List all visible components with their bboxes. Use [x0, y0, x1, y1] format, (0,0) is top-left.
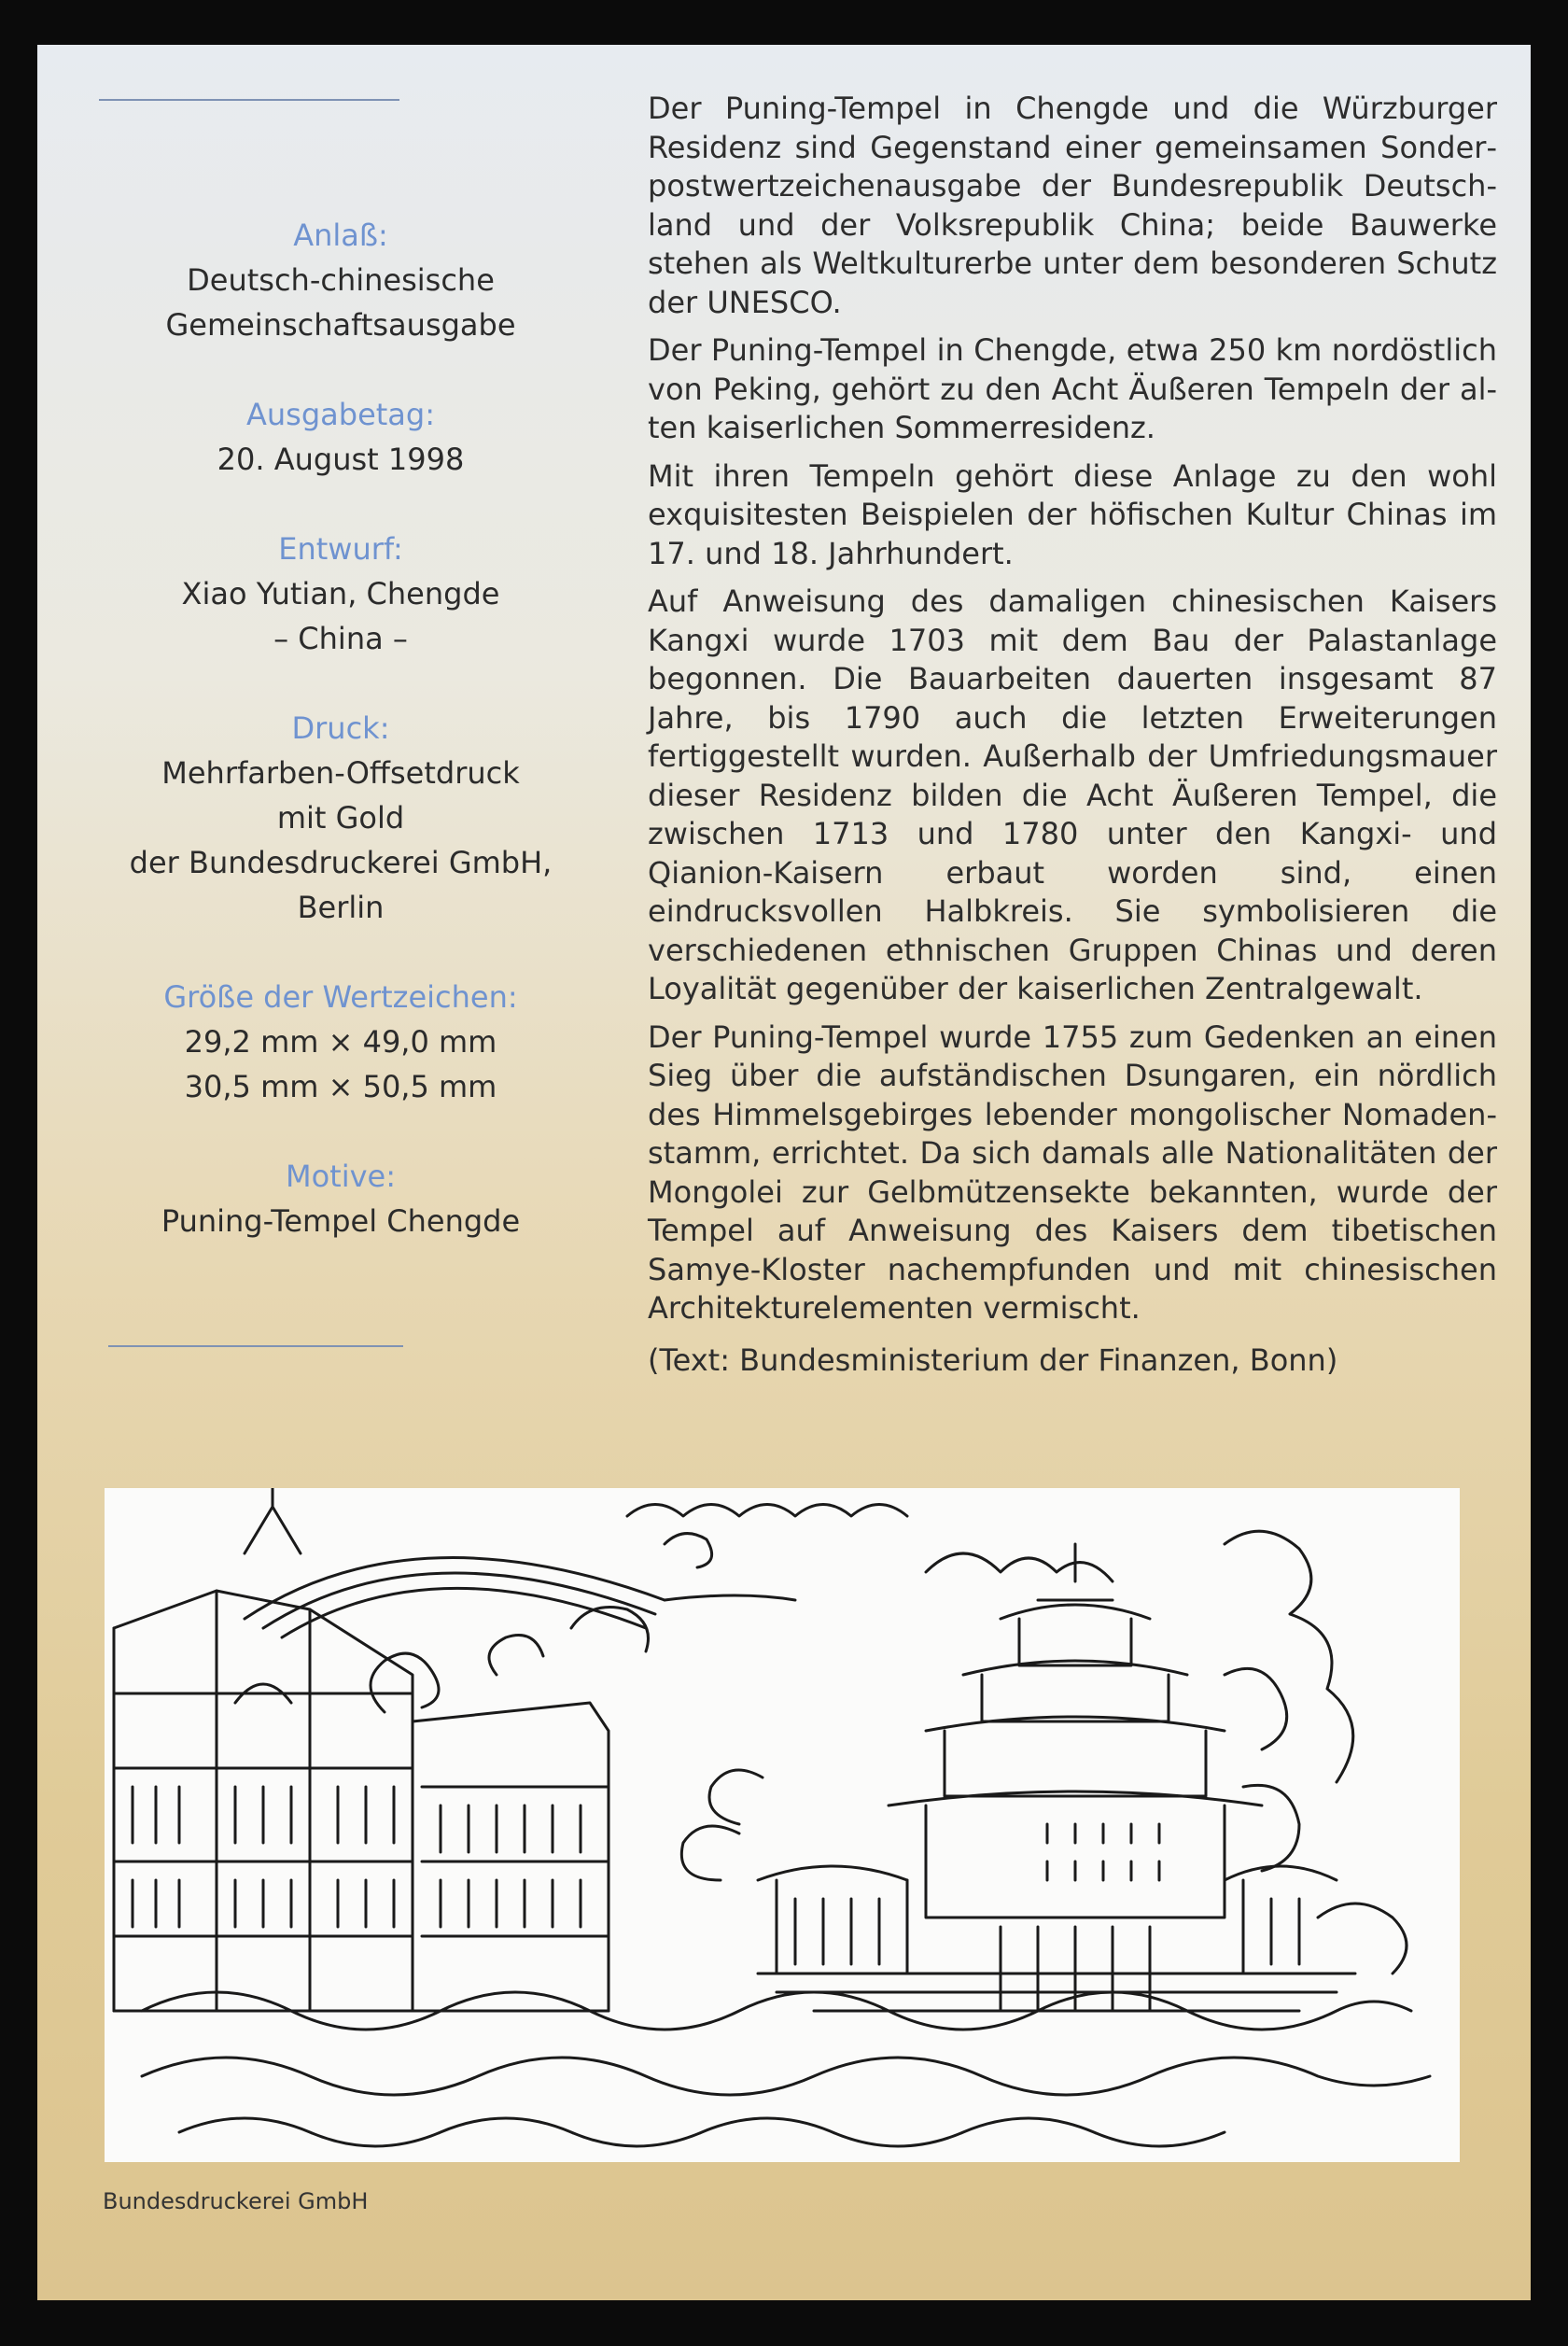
stamp-illustration	[105, 1488, 1460, 2162]
puning-temple	[758, 1544, 1355, 2011]
ausgabetag-group	[121, 392, 560, 482]
druck-line: Berlin	[297, 890, 385, 925]
motive-line: Puning-Tempel Chengde	[161, 1203, 521, 1239]
motive-group	[121, 1154, 560, 1243]
paragraph: Der Puning-Tempel wurde 1755 zum Gedenken an einen Sieg über die aufständischen Dsungaren, ein nördlich des Himmelsgebirges lebender mongolischer Nomadenstamm, errichtet. Da sich damals alle Nationalitäten der Mongolei zur Gelbmützensekte bekannten, wurde der Tempel auf Anweisung des Kaisers dem tibetischen Samye-Kloster nachempfunden und mit chinesischen Architekturelementen vermischt.	[648, 1018, 1497, 1326]
anlass-group	[121, 213, 560, 347]
druck-line: der Bundesdruckerei GmbH,	[129, 845, 553, 880]
sheet	[37, 45, 1531, 2300]
text-credit: (Text: Bundesministerium der Finanzen, Bonn)	[648, 1342, 1338, 1378]
publisher-credit: Bundesdruckerei GmbH	[103, 2188, 369, 2214]
groesse-group	[121, 975, 560, 1109]
motive-label: Motive:	[285, 1159, 397, 1194]
buildings-drawing	[105, 1488, 1460, 2162]
paragraph: Mit ihren Tempeln gehört diese Anlage zu den wohl exquisitesten Beispielen der höfischen Kultur Chinas im 17. und 18. Jahrhundert.	[648, 457, 1497, 571]
ausgabetag-label: Ausgabetag:	[245, 397, 435, 432]
bottom-rule	[108, 1345, 403, 1347]
paragraph: Der Puning-Tempel in Chengde und die Würzburger Residenz sind Gegenstand einer gemeinsamen Sonderpostwertzeichenausgabe der Bundesrepublik Deutschland und der Volksrepublik China; beide Bauwerke stehen als Weltkulturerbe unter dem besonderen Schutz der UNESCO.	[648, 91, 1497, 320]
entwurf-line: Xiao Yutian, Chengde	[181, 576, 500, 611]
info-sidebar	[121, 213, 560, 1288]
paragraph: Der Puning-Tempel in Chengde, etwa 250 km nordöstlich von Peking, gehört zu den Acht Äußeren Tempeln der alten kaiserlichen Sommerresidenz.	[648, 332, 1497, 445]
entwurf-line: – China –	[273, 621, 408, 656]
druck-line: Mehrfarben-Offsetdruck	[161, 755, 520, 791]
clouds	[142, 1505, 1430, 2147]
entwurf-label: Entwurf:	[278, 531, 403, 567]
druck-label: Druck:	[291, 710, 390, 746]
rainbow-arcs	[245, 1558, 795, 1637]
groesse-label: Größe der Wertzeichen:	[163, 979, 518, 1015]
entwurf-group	[121, 527, 560, 661]
body-text	[648, 90, 1497, 1389]
ausgabetag-line: 20. August 1998	[217, 442, 465, 477]
groesse-line: 30,5 mm × 50,5 mm	[184, 1069, 497, 1104]
druck-line: mit Gold	[276, 800, 405, 836]
paragraph: Auf Anweisung des damaligen chinesischen Kaisers Kangxi wurde 1703 mit dem Bau der Palastanlage begonnen. Die Bauarbeiten dauerten insgesamt 87 Jahre, bis 1790 auch die letzten Erweiterungen fertiggestellt wurden. Außerhalb der Umfriedungsmauer dieser Residenz bilden die Acht Äußeren Tempel, die zwischen 1713 und 1780 unter den Kangxi- und Qianion-Kaisern erbaut worden sind, einen eindrucksvollen Halbkreis. Sie symbolisieren die verschiedenen ethnischen Gruppen Chinas und deren Loyalität gegenüber der kaiserlichen Zentralgewalt.	[648, 583, 1497, 1006]
anlass-label: Anlaß:	[293, 218, 388, 253]
anlass-line: Deutsch-chinesische	[187, 262, 495, 298]
druck-group	[121, 706, 560, 930]
groesse-line: 29,2 mm × 49,0 mm	[184, 1024, 497, 1060]
wuerzburg-residenz	[114, 1488, 609, 2011]
anlass-line: Gemeinschaftsausgabe	[165, 307, 516, 343]
top-rule	[99, 99, 399, 101]
